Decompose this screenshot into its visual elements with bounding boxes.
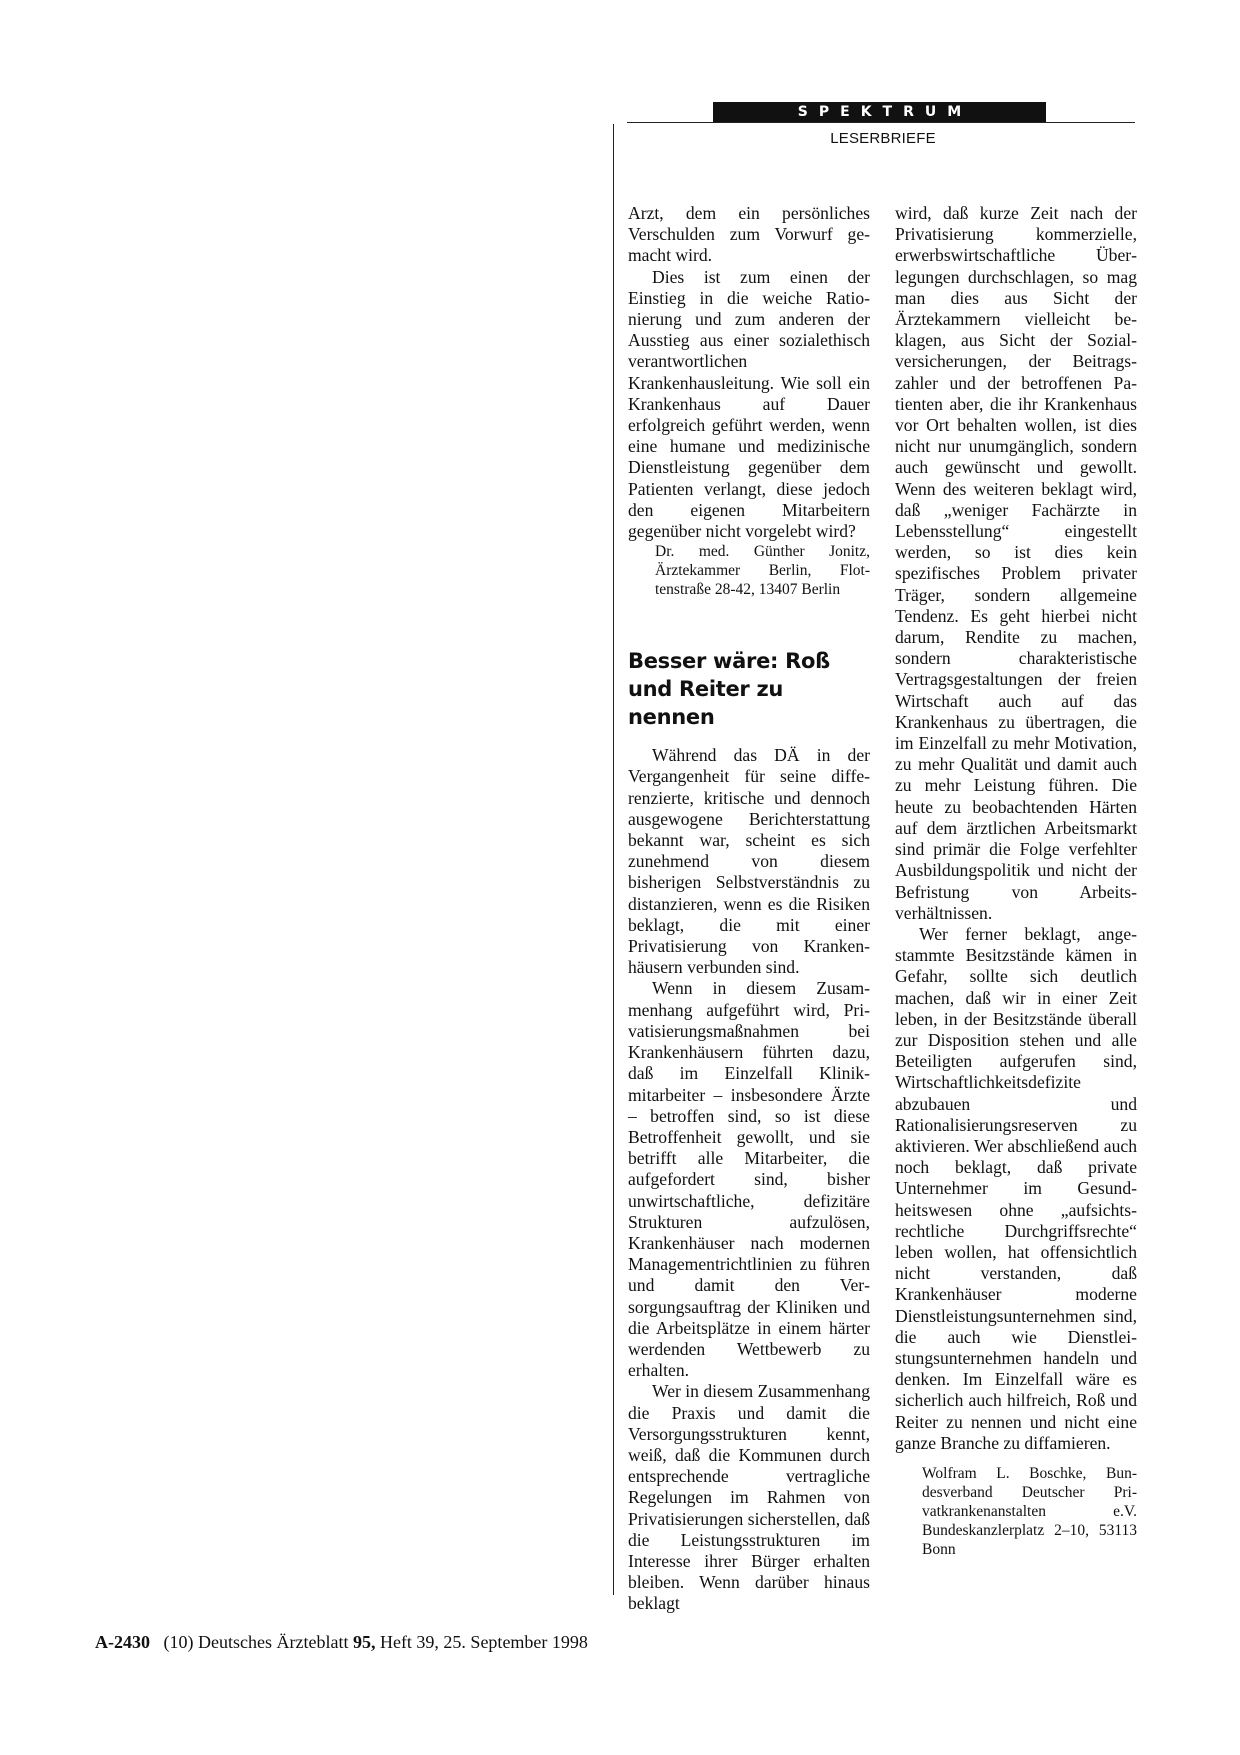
paragraph: Wer ferner beklagt, angestammte Besitzstände kämen in Gefahr, sollte sich deutlich machen, daß wir in einer Zeit leben, in der Besitzstände überall zur Disposition stehen und alle Beteiligten aufgerufen sind, Wirtschaftlichkeitsdefizite abzubauen und Rationalisierungsreserven zu aktivieren. Wer abschließend auch noch beklagt, daß private Unternehmer im Gesundheitswesen ohne „aufsichtsrechtliche Durchgriffsrechte“ leben wollen, hat offensichtlich nicht verstanden, daß Krankenhäuser moderne Dienstleistungsunternehmen sind, die auch wie Dienstleistungsunternehmen handeln und denken. Im Einzelfall wäre es sicherlich auch hilfreich, Roß und Reiter zu nennen und nicht eine ganze Branche zu diffamieren.	[895, 923, 1137, 1453]
paragraph: Wer in diesem Zusammenhang die Praxis und damit die Versorgungsstrukturen kennt, weiß, daß die Kommunen durch entsprechende vertragliche Regelungen im Rahmen von Privatisierungen sicherstellen, daß die Leistungsstrukturen im Interesse ihrer Bürger erhalten bleiben. Wenn darüber hinaus beklagt	[628, 1381, 870, 1614]
letter-signature: Wolfram L. Boschke, Bundesverband Deutscher Privatkrankenanstalten e.V. Bundeskanzlerplatz 2–10, 53113 Bonn	[922, 1464, 1137, 1558]
left-column	[628, 203, 870, 1615]
paragraph: Wenn in diesem Zusammenhang aufgeführt wird, Privatisierungsmaßnahmen bei Krankenhäusern führten dazu, daß im Einzelfall Klinikmitarbeiter – insbesondere Ärzte – betroffen sind, so ist diese Betroffenheit gewollt, und sie betrifft alle Mitarbeiter, die aufgefordert sind, bisher unwirtschaftliche, defizitäre Strukturen aufzulösen, Krankenhäuser nach modernen Managementrichtlinien zu führen und damit den Versorgungsauftrag der Kliniken und die Arbeitsplätze in einem härter werdenden Wettbewerb zu erhalten.	[628, 978, 870, 1381]
issue-date: Heft 39, 25. September 1998	[379, 1632, 588, 1652]
header-rule	[627, 122, 1135, 123]
subsection-label: LESERBRIEFE	[830, 130, 936, 147]
page-footer	[95, 1632, 588, 1653]
journal-name: Deutsches Ärzteblatt	[198, 1632, 349, 1652]
volume-number: 95,	[352, 1632, 376, 1652]
page-sequence: (10)	[163, 1632, 194, 1652]
page-number: A-2430	[95, 1632, 150, 1652]
section-banner: SPEKTRUM	[713, 102, 1046, 123]
paragraph: wird, daß kurze Zeit nach der Privatisierung kommerzielle, erwerbswirtschaftliche Überlegungen durchschlagen, so mag man dies aus Sicht der Ärztekammern vielleicht beklagen, aus Sicht der Sozialversicherungen, der Beitragszahler und der betroffenen Patienten aber, die ihr Krankenhaus vor Ort behalten wollen, ist dies nicht nur unumgänglich, sondern auch gewünscht und gewollt. Wenn des weiteren beklagt wird, daß „weniger Fachärzte in Lebensstellung“ eingestellt werden, so ist dies kein spezifisches Problem privater Träger, sondern allgemeine Tendenz. Es geht hierbei nicht darum, Rendite zu machen, sondern charakteristische Vertragsgestaltungen der freien Wirtschaft auch auf das Krankenhaus zu übertragen, die im Einzelfall zu mehr Motivation, zu mehr Qualität und damit auch zu mehr Leistung führen. Die heute zu beobachtenden Härten auf dem ärztlichen Arbeitsmarkt sind primär die Folge verfehlter Ausbildungspolitik und nicht der Befristung von Arbeitsverhältnissen.	[895, 203, 1137, 923]
paragraph: Arzt, dem ein persönliches Verschulden zum Vorwurf gemacht wird.	[628, 203, 870, 266]
article-heading: Besser wäre: Roß und Reiter zu nennen	[628, 649, 830, 730]
column-divider	[613, 124, 614, 1595]
letter-signature: Dr. med. Günther Jonitz, Ärztekammer Berlin, Flottenstraße 28-42, 13407 Berlin	[655, 543, 870, 599]
paragraph: Während das DÄ in der Vergangenheit für seine differenzierte, kritische und dennoch ausgewogene Berichterstattung bekannt war, scheint es sich zunehmend von diesem bisherigen Selbstverständnis zu distanzieren, wenn es die Risiken beklagt, die mit einer Privatisierung von Krankenhäusern verbunden sind.	[628, 745, 870, 978]
paragraph: Dies ist zum einen der Einstieg in die weiche Rationierung und zum anderen der Ausstieg aus einer sozialethisch verantwortlichen Krankenhausleitung. Wie soll ein Krankenhaus auf Dauer erfolgreich geführt werden, wenn eine humane und medizinische Dienstleistung gegenüber dem Patienten verlangt, diese jedoch den eigenen Mitarbeitern gegenüber nicht vorgelebt wird?	[628, 266, 870, 542]
right-column	[895, 203, 1137, 1559]
